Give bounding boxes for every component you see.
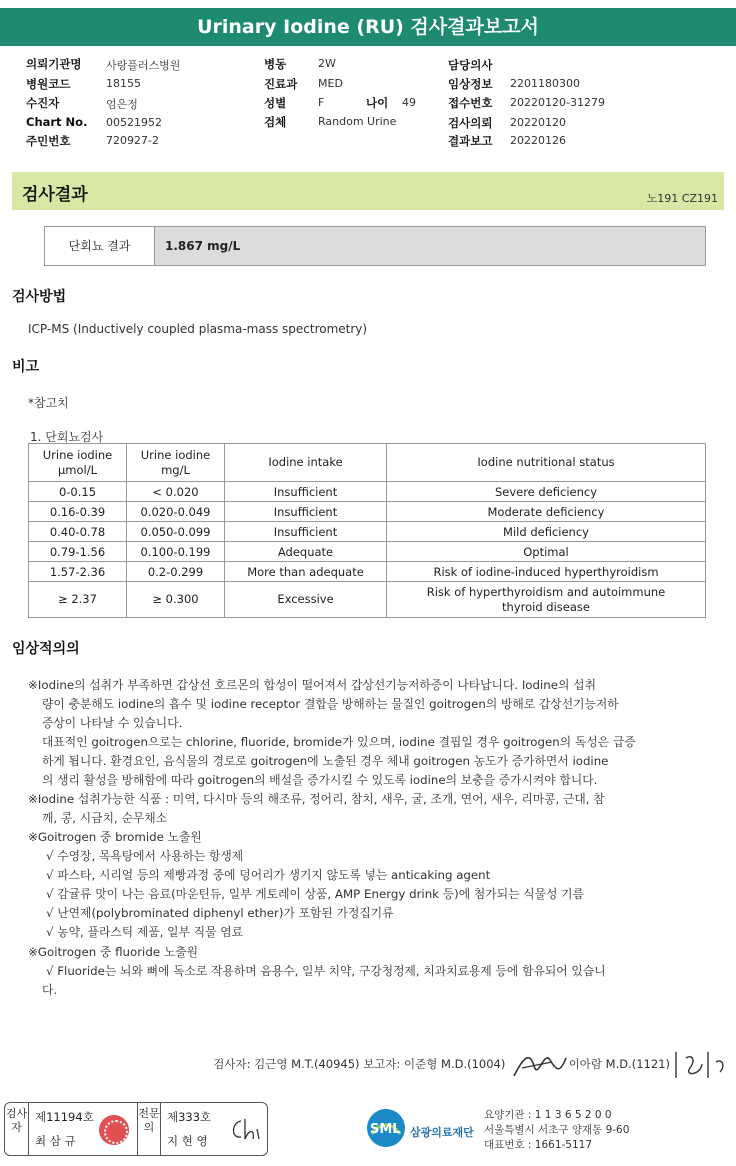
text-line: 의 생리 활성을 방해함에 따라 goitrogen의 배설을 증가시킬 수 있도록 iodine의 보충을 증가시켜야 합니다. <box>42 773 598 787</box>
info-value: 20220126 <box>510 134 566 147</box>
table-row <box>29 502 706 522</box>
cell: 1.57-2.36 <box>29 562 127 582</box>
clinical-paragraph-3 <box>28 828 584 942</box>
method-text: ICP-MS (Inductively coupled plasma-mass spectrometry) <box>28 322 368 336</box>
info-label: 성별 <box>264 96 287 110</box>
reference-note: *참고치 <box>28 396 69 410</box>
info-value: 엄은정 <box>106 98 138 111</box>
cell: ≥ 2.37 <box>29 582 127 618</box>
info-value: 20220120 <box>510 116 566 129</box>
clinical-paragraph-2 <box>28 790 605 828</box>
info-label: 검사의뢰 <box>448 116 493 130</box>
signature-text-2: 이아람 M.D.(1121) <box>568 1057 670 1071</box>
info-label: 결과보고 <box>448 134 493 148</box>
cell: ≥ 0.300 <box>127 582 225 618</box>
cell: Optimal <box>387 542 706 562</box>
info-value: 20220120-31279 <box>510 96 605 109</box>
table-header-row <box>29 444 706 482</box>
signature-mark-2 <box>672 1046 730 1082</box>
info-label: 주민번호 <box>26 134 71 148</box>
result-section-header <box>12 172 724 210</box>
text-line: 량이 충분해도 iodine의 흡수 및 iodine receptor 결합을 방해하는 물질인 goitrogen의 방해로 갑상선기능저하 <box>42 697 619 711</box>
info-label: 담당의사 <box>448 58 493 72</box>
info-value: F <box>318 96 325 109</box>
cell: Insufficient <box>225 522 387 542</box>
clinical-paragraph-1 <box>28 676 636 790</box>
list-item: √ 난연제(polybrominated diphenyl ether)가 포함된 가정집기류 <box>46 906 394 920</box>
reference-table-title: 1. 단회뇨검사 <box>30 430 104 444</box>
result-value: 1.867 mg/L <box>155 227 705 265</box>
cell: 0.79-1.56 <box>29 542 127 562</box>
remarks-title: 비고 <box>12 359 40 375</box>
info-value: 2W <box>318 57 336 70</box>
info-value: 18155 <box>106 77 141 90</box>
info-value: 사랑플러스병원 <box>106 59 181 72</box>
examiner-license: 제11194호 <box>35 1110 94 1124</box>
specialist-signature <box>227 1115 263 1143</box>
list-item: √ 농약, 플라스틱 제품, 일부 직물 염료 <box>46 925 244 939</box>
result-section-title: 검사결과 <box>22 185 88 205</box>
info-value: 2201180300 <box>510 77 580 90</box>
examiner-label: 검사자 <box>5 1103 29 1155</box>
list-item: √ Fluoride는 뇌와 뼈에 독소로 작용하며 음용수, 일부 치약, 구강청정제, 치과치료용제 등에 함유되어 있습니 <box>46 964 606 978</box>
info-label: Chart No. <box>26 115 88 129</box>
info-value: 00521952 <box>106 116 162 129</box>
seal-stamp <box>99 1115 129 1145</box>
list-item: √ 수영장, 목욕탕에서 사용하는 항생제 <box>46 849 244 863</box>
clinical-paragraph-4 <box>28 943 606 1000</box>
text-line: 증상이 나타날 수 있습니다. <box>42 716 183 730</box>
cell: 0.40-0.78 <box>29 522 127 542</box>
cell: Severe deficiency <box>387 482 706 502</box>
cell: 0.100-0.199 <box>127 542 225 562</box>
table-row <box>29 562 706 582</box>
text-line: ※Iodine의 섭취가 부족하면 갑상선 호르몬의 합성이 떨어져서 갑상선기능저하증이 나타납니다. Iodine의 섭취 <box>28 678 596 692</box>
clinical-title: 임상적의의 <box>12 641 80 657</box>
table-row <box>29 542 706 562</box>
cell: Excessive <box>225 582 387 618</box>
table-row <box>29 522 706 542</box>
cell: 0.2-0.299 <box>127 562 225 582</box>
cell: Mild deficiency <box>387 522 706 542</box>
specialist-name: 지 현 영 <box>167 1134 208 1148</box>
text-line: ※Iodine 섭취가능한 식품 : 미역, 다시마 등의 해조류, 정어리, 참치, 새우, 굴, 조개, 연어, 새우, 리마콩, 근대, 참 <box>28 792 605 806</box>
org-phone: 대표번호 : 1661-5117 <box>484 1139 593 1151</box>
cell: 0.020-0.049 <box>127 502 225 522</box>
specialist-label: 전문의 <box>137 1103 161 1155</box>
org-code: 요양기관 : 1 1 3 6 5 2 0 0 <box>484 1109 612 1121</box>
sml-logo-text: SML <box>370 1122 401 1137</box>
header-mgl: Urine iodine mg/L <box>127 444 225 482</box>
age-label: 나이 <box>366 96 389 110</box>
cell: 0.16-0.39 <box>29 502 127 522</box>
header-status: Iodine nutritional status <box>387 444 706 482</box>
cell: < 0.020 <box>127 482 225 502</box>
text-line: 대표적인 goitrogen으로는 chlorine, fluoride, bromide가 있으며, iodine 결핍일 경우 goitrogen의 독성은 급증 <box>42 735 636 749</box>
table-row <box>29 482 706 502</box>
cell: More than adequate <box>225 562 387 582</box>
specialist-license: 제333호 <box>167 1110 212 1124</box>
report-title: Urinary Iodine (RU) 검사결과보고서 <box>0 8 736 46</box>
result-section-code: 노191 CZ191 <box>646 192 718 205</box>
info-value: 720927-2 <box>106 134 159 147</box>
result-label: 단회뇨 결과 <box>45 227 155 265</box>
list-item: √ 파스타, 시리얼 등의 제빵과정 중에 덩어리가 생기지 않도록 넣는 anticaking agent <box>46 868 491 882</box>
cell: Insufficient <box>225 502 387 522</box>
info-value: MED <box>318 77 343 90</box>
list-item: √ 감귤류 맛이 나는 음료(마운틴듀, 일부 게토레이 상품, AMP Energy drink 등)에 첨가되는 식물성 기름 <box>46 887 584 901</box>
cell: 0-0.15 <box>29 482 127 502</box>
info-label: 의뢰기관명 <box>26 57 82 71</box>
info-label: 임상정보 <box>448 77 493 91</box>
age-value: 49 <box>402 96 416 109</box>
header-umol: Urine iodine μmol/L <box>29 444 127 482</box>
cell: Risk of iodine-induced hyperthyroidism <box>387 562 706 582</box>
org-info <box>484 1108 629 1153</box>
org-name: 삼광의료재단 <box>410 1126 474 1139</box>
info-label: 진료과 <box>264 77 298 91</box>
org-address: 서울특별시 서초구 양재동 9-60 <box>484 1124 630 1136</box>
text-line: 하게 됩니다. 환경요인, 음식물의 경로로 goitrogen에 노출된 경우 체내 goitrogen 농도가 증가하면서 iodine <box>42 754 609 768</box>
method-title: 검사방법 <box>12 289 67 305</box>
signature-line <box>213 1056 670 1072</box>
info-label: 접수번호 <box>448 96 493 110</box>
examiner-name: 최 삼 규 <box>35 1134 76 1148</box>
result-box <box>44 226 706 266</box>
cell: Insufficient <box>225 482 387 502</box>
info-label: 검체 <box>264 115 287 129</box>
cell: Risk of hyperthyroidism and autoimmune thyroid disease <box>387 582 706 618</box>
cell: Adequate <box>225 542 387 562</box>
cell: 0.050-0.099 <box>127 522 225 542</box>
header-intake: Iodine intake <box>225 444 387 482</box>
info-value: Random Urine <box>318 115 397 128</box>
signature-mark <box>510 1046 568 1082</box>
info-label: 수진자 <box>26 96 60 110</box>
info-label: 병원코드 <box>26 77 71 91</box>
cell: Moderate deficiency <box>387 502 706 522</box>
certificate-box <box>4 1102 268 1156</box>
text-line: ※Goitrogen 중 fluoride 노출원 <box>28 945 199 959</box>
reference-table <box>28 443 706 618</box>
text-line: ※Goitrogen 중 bromide 노출원 <box>28 830 202 844</box>
table-row <box>29 582 706 618</box>
info-label: 병동 <box>264 57 287 71</box>
list-item: 다. <box>42 983 58 997</box>
signature-text: 검사자: 김근영 M.T.(40945) 보고자: 이준형 M.D.(1004) <box>213 1057 506 1071</box>
text-line: 깨, 콩, 시금치, 순무채소 <box>42 811 168 825</box>
